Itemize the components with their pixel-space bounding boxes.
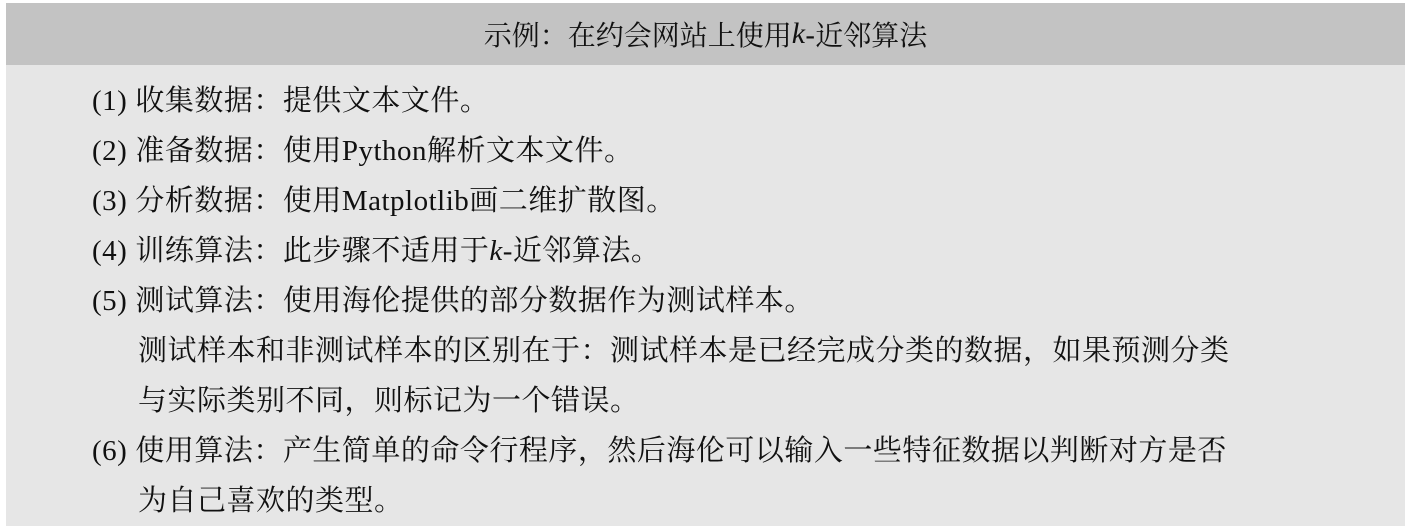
step-number: (1) [92, 85, 128, 117]
step-text: 测试样本和非测试样本的区别在于：测试样本是已经完成分类的数据，如果预测分类 [138, 335, 1230, 367]
step-text-prefix: 训练算法：此步骤不适用于 [135, 235, 490, 267]
step-text: 收集数据：提供文本文件。 [135, 85, 490, 117]
step-text-suffix: -近邻算法。 [502, 235, 661, 267]
title-prefix: 示例：在约会网站上使用 [483, 19, 792, 52]
step-number: (5) [92, 285, 128, 317]
step-3 [92, 181, 676, 221]
example-box [6, 3, 1405, 526]
step-number: (3) [92, 185, 128, 217]
step-text: 与实际类别不同，则标记为一个错误。 [138, 385, 640, 417]
example-box-title [6, 3, 1405, 65]
step-number: (6) [92, 435, 128, 467]
step-text-k: k [489, 235, 503, 267]
step-5-continuation-1 [138, 331, 1230, 371]
step-1 [92, 81, 489, 121]
title-suffix: -近邻算法 [805, 19, 928, 52]
step-text: 测试算法：使用海伦提供的部分数据作为测试样本。 [135, 285, 814, 317]
step-6 [92, 431, 1227, 471]
title-k: k [791, 17, 806, 50]
step-5-continuation-2 [138, 381, 640, 421]
step-text: 使用算法：产生简单的命令行程序，然后海伦可以输入一些特征数据以判断对方是否 [135, 435, 1227, 467]
step-text: 为自己喜欢的类型。 [138, 485, 404, 517]
step-2 [92, 131, 634, 171]
step-number: (4) [92, 235, 128, 267]
step-5 [92, 281, 814, 321]
step-4 [92, 231, 660, 271]
step-text: 准备数据：使用Python解析文本文件。 [135, 135, 634, 167]
step-text: 分析数据：使用Matplotlib画二维扩散图。 [135, 185, 676, 217]
step-number: (2) [92, 135, 128, 167]
step-6-continuation [138, 481, 404, 521]
